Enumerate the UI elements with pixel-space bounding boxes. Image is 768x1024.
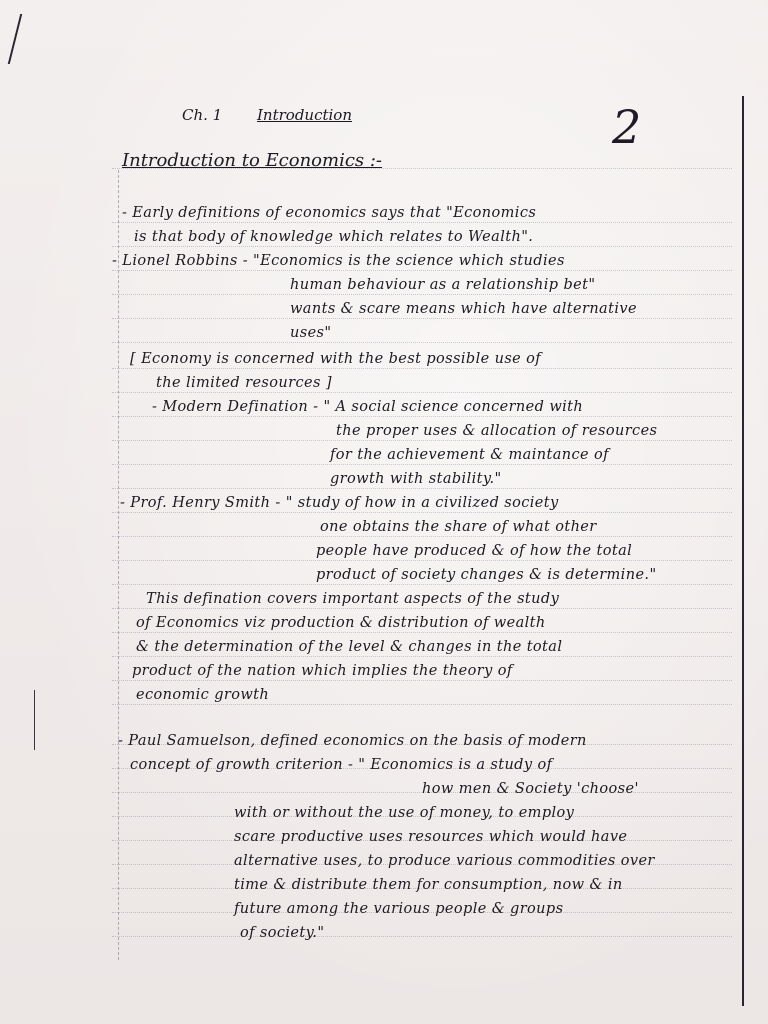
ruled-line (112, 680, 732, 681)
ruled-line (112, 512, 732, 513)
note-line: - Lionel Robbins - "Economics is the science which studies (112, 253, 565, 269)
ruled-line (112, 536, 732, 537)
right-margin-line (742, 96, 744, 1006)
ruled-line (112, 368, 732, 369)
note-line: how men & Society 'choose' (422, 781, 639, 797)
chapter-number: Ch. 1 (182, 106, 223, 124)
note-line: - Paul Samuelson, defined economics on the basis of modern (118, 733, 587, 749)
ruled-line (112, 342, 732, 343)
note-line: time & distribute them for consumption, now & in (234, 877, 623, 893)
note-line: with or without the use of money, to employ (234, 805, 575, 821)
note-line: economic growth (136, 687, 270, 703)
note-line: concept of growth criterion - " Economics is a study of (130, 757, 553, 773)
note-line: - Modern Defination - " A social science concerned with (152, 399, 584, 415)
note-line: - Prof. Henry Smith - " study of how in a civilized society (120, 495, 559, 511)
note-line: is that body of knowledge which relates to Wealth". (134, 229, 534, 245)
note-line: one obtains the share of what other (320, 519, 597, 535)
note-line: growth with stability." (330, 471, 502, 487)
ruled-line (112, 440, 732, 441)
ruled-line (112, 656, 732, 657)
ruled-line (112, 936, 732, 937)
page-title (122, 150, 382, 171)
ruled-line (112, 294, 732, 295)
note-line: This defination covers important aspects of the study (146, 591, 560, 607)
chapter-title: Introduction (257, 106, 352, 124)
ruled-line (112, 270, 732, 271)
note-line: the limited resources ] (156, 375, 332, 391)
note-line: - Early definitions of economics says that "Economics (122, 205, 537, 221)
ruled-line (112, 584, 732, 585)
page-number: 2 (612, 100, 642, 154)
note-line: scare productive uses resources which would have (234, 829, 628, 845)
ruled-line (112, 246, 732, 247)
ruled-line (112, 392, 732, 393)
note-line: [ Economy is concerned with the best possible use of (130, 351, 542, 367)
topic-heading: Introduction to Economics :- (122, 150, 383, 171)
note-line: people have produced & of how the total (316, 543, 633, 559)
note-line: human behaviour as a relationship bet" (290, 277, 596, 293)
ruled-line (112, 608, 732, 609)
ruled-line (112, 632, 732, 633)
ruled-line (112, 464, 732, 465)
note-line: the proper uses & allocation of resources (336, 423, 658, 439)
note-line: for the achievement & maintance of (330, 447, 609, 463)
ruled-line (112, 318, 732, 319)
note-line: alternative uses, to produce various commodities over (234, 853, 655, 869)
margin-line (118, 170, 119, 960)
note-line: of society." (240, 925, 325, 941)
note-line: wants & scare means which have alternative (290, 301, 637, 317)
note-line: of Economics viz production & distribution of wealth (136, 615, 546, 631)
note-line: product of society changes & is determine." (316, 567, 657, 583)
note-line: uses" (290, 325, 332, 341)
ruled-line (112, 560, 732, 561)
ruled-line (112, 488, 732, 489)
note-line: product of the nation which implies the theory of (132, 663, 513, 679)
ruled-line (112, 416, 732, 417)
ruled-line (112, 222, 732, 223)
chapter-heading (182, 106, 352, 124)
note-line: future among the various people & groups (234, 901, 564, 917)
ruled-line (112, 704, 732, 705)
note-line: & the determination of the level & changes in the total (136, 639, 563, 655)
corner-tick-mark (8, 14, 36, 64)
margin-bracket (34, 690, 41, 750)
